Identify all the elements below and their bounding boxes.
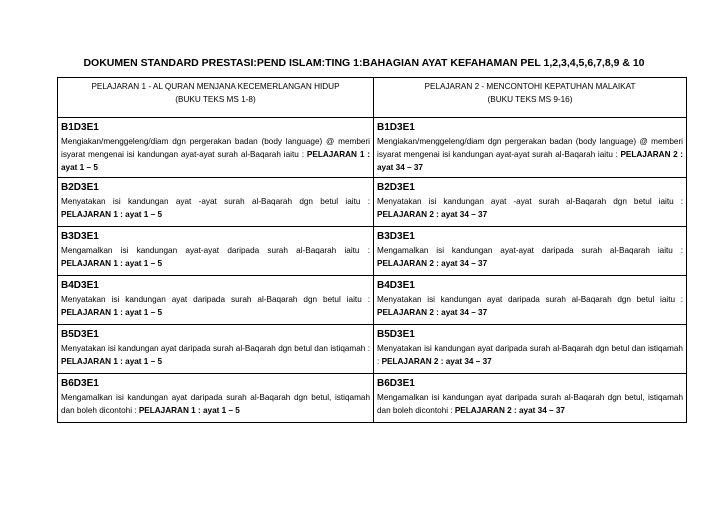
lesson-reference: PELAJARAN 2 : ayat 34 – 37: [377, 150, 684, 172]
standard-code: B4D3E1: [61, 280, 99, 291]
standards-table: [57, 77, 687, 423]
table-row: [58, 118, 687, 178]
lesson-reference: PELAJARAN 1 : ayat 1 – 5: [61, 308, 163, 317]
lesson-reference: PELAJARAN 2 : ayat 34 – 37: [454, 406, 565, 415]
standard-description: [377, 342, 683, 368]
table-row: [58, 374, 687, 423]
description-text: Mengamalkan isi kandungan ayat-ayat daripada surah al-Baqarah iaitu :: [61, 246, 370, 255]
standard-code: B6D3E1: [377, 378, 415, 389]
table-cell: [374, 118, 687, 178]
lesson-reference: PELAJARAN 1 : ayat 1 – 5: [61, 150, 370, 172]
lesson-reference: PELAJARAN 1 : ayat 1 – 5: [61, 259, 163, 268]
description-text: Menyatakan isi kandungan ayat -ayat surah al-Baqarah dgn betul iaitu :: [61, 197, 370, 206]
standard-description: [377, 244, 683, 270]
lesson-reference: PELAJARAN 2 : ayat 34 – 37: [377, 259, 488, 268]
description-text: Menyatakan isi kandungan ayat daripada surah al-Baqarah dgn betul dan istiqamah :: [61, 344, 370, 353]
table-cell: [58, 227, 374, 276]
standard-code: B6D3E1: [61, 378, 99, 389]
table-cell: [374, 276, 687, 325]
description-text: Menyatakan isi kandungan ayat daripada surah al-Baqarah dgn betul dan istiqamah :: [377, 344, 683, 366]
table-header-row: [58, 78, 687, 118]
column-header-title: PELAJARAN 1 - AL QURAN MENJANA KECEMERLANGAN HIDUP: [91, 82, 340, 91]
standard-code: B3D3E1: [377, 231, 415, 242]
table-cell: [58, 374, 374, 423]
table-row: [58, 325, 687, 374]
description-text: Mengamalkan isi kandungan ayat-ayat daripada surah al-Baqarah iaitu :: [377, 246, 683, 255]
table-cell: [58, 178, 374, 227]
standard-description: [377, 293, 683, 319]
standard-description: [61, 342, 370, 368]
standard-description: [61, 135, 370, 174]
description-text: Mengamalkan isi kandungan ayat daripada surah al-Baqarah dgn betul, istiqamah dan boleh dicontohi :: [377, 393, 683, 415]
lesson-reference: PELAJARAN 2 : ayat 34 – 37: [377, 308, 488, 317]
standard-description: [61, 391, 370, 417]
table-cell: [374, 178, 687, 227]
description-text: Mengiakan/menggeleng/diam dgn pergerakan badan (body language) @ memberi isyarat mengenai isi kandungan ayat-ayat surah al-Baqarah iaitu :: [61, 137, 370, 159]
description-text: Mengamalkan isi kandungan ayat daripada surah al-Baqarah dgn betul, istiqamah dan boleh dicontohi :: [61, 393, 370, 415]
column-header-subtitle: (BUKU TEKS MS 9-16): [487, 95, 573, 104]
standard-code: B2D3E1: [61, 182, 99, 193]
standard-code: B1D3E1: [377, 122, 415, 133]
description-text: Mengiakan/menggeleng/diam dgn pergerakan badan (body language) @ memberi isyarat mengenai isi kandungan ayat-ayat surah al-Baqarah iaitu :: [377, 137, 683, 159]
description-text: Menyatakan isi kandungan ayat daripada surah al-Baqarah dgn betul iaitu :: [61, 295, 370, 304]
standard-code: B5D3E1: [61, 329, 99, 340]
description-text: Menyatakan isi kandungan ayat daripada surah al-Baqarah dgn betul iaitu :: [377, 295, 683, 304]
standard-code: B3D3E1: [61, 231, 99, 242]
standard-description: [377, 391, 683, 417]
standard-description: [61, 244, 370, 270]
standard-description: [61, 293, 370, 319]
table-cell: [58, 118, 374, 178]
standard-description: [61, 195, 370, 221]
table-cell: [58, 325, 374, 374]
table-cell: [374, 325, 687, 374]
standard-description: [377, 195, 683, 221]
document-title: DOKUMEN STANDARD PRESTASI:PEND ISLAM:TING 1:BAHAGIAN AYAT KEFAHAMAN PEL 1,2,3,4,5,6,7,8,9 & 10: [83, 57, 645, 69]
column-header-subtitle: (BUKU TEKS MS 1-8): [175, 95, 256, 104]
standard-description: [377, 135, 683, 174]
table-cell: [374, 227, 687, 276]
table-cell: [58, 276, 374, 325]
table-row: [58, 178, 687, 227]
table-cell: [374, 374, 687, 423]
standard-code: B2D3E1: [377, 182, 415, 193]
lesson-reference: PELAJARAN 1 : ayat 1 – 5: [138, 406, 240, 415]
table-row: [58, 276, 687, 325]
table-row: [58, 227, 687, 276]
standard-code: B4D3E1: [377, 280, 415, 291]
standard-code: B5D3E1: [377, 329, 415, 340]
standard-code: B1D3E1: [61, 122, 99, 133]
column-header-title: PELAJARAN 2 - MENCONTOHI KEPATUHAN MALAIKAT: [424, 82, 636, 91]
lesson-reference: PELAJARAN 1 : ayat 1 – 5: [61, 357, 163, 366]
lesson-reference: PELAJARAN 1 : ayat 1 – 5: [61, 210, 163, 219]
lesson-reference: PELAJARAN 2 : ayat 34 – 37: [377, 210, 488, 219]
lesson-reference: PELAJARAN 2 : ayat 34 – 37: [381, 357, 492, 366]
column-header-lesson-1: [58, 78, 374, 118]
description-text: Menyatakan isi kandungan ayat -ayat surah al-Baqarah dgn betul iaitu :: [377, 197, 683, 206]
column-header-lesson-2: [374, 78, 687, 118]
